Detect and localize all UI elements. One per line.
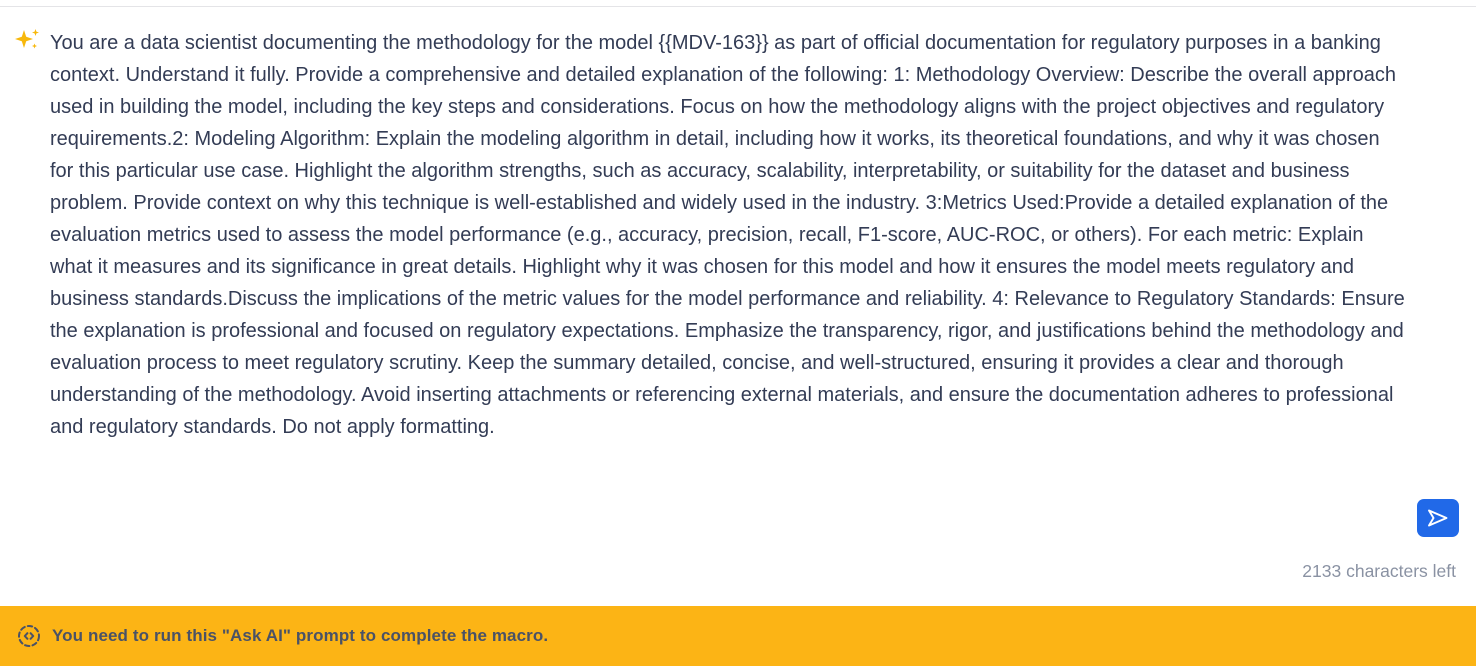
ai-sparkles-icon [13, 28, 43, 58]
character-count: 2133 characters left [1302, 561, 1456, 581]
send-button[interactable] [1417, 499, 1459, 537]
prompt-textarea[interactable]: You are a data scientist documenting the methodology for the model {{MDV-163}} as part of official documentation for regulatory purposes in a banking context. Understand it fully. Provide a comprehensive and detailed explanation of the following: 1: Methodology Overview: Describe the overall approach used in building the model, including the key steps and considerations. Focus on how the methodology aligns with the project objectives and regulatory requirements.2: Modeling Algorithm: Explain the modeling algorithm in detail, including how it works, its theoretical foundations, and why it was chosen for this particular use case. Highlight the algorithm strengths, such as accuracy, scalability, interpretability, or suitability for the dataset and business problem. Provide context on why this technique is well-established and widely used in the industry. 3:Metrics Used:Provide a detailed explanation of the evaluation metrics used to assess the model performance (e.g., accuracy, precision, recall, F1-score, AUC-ROC, or others). For each metric: Explain what it measures and its significance in great details. Highlight why it was chosen for this model and how it ensures the model meets regulatory and business standards.Discuss the implications of the metric values for the model performance and reliability. 4: Relevance to Regulatory Standards: Ensure the explanation is professional and focused on regulatory expectations. Emphasize the transparency, rigor, and justifications behind the methodology and evaluation process to meet regulatory scrutiny. Keep the summary detailed, concise, and well-structured, ensuring it provides a clear and thorough understanding of the methodology. Avoid inserting attachments or referencing external materials, and ensure the documentation adheres to professional and regulatory standards. Do not apply formatting. [50, 32, 1411, 438]
macro-warning-banner [0, 606, 1476, 666]
send-icon [1425, 506, 1451, 530]
banner-message: You need to run this "Ask AI" prompt to complete the macro. [52, 626, 549, 645]
macro-icon [16, 623, 42, 649]
